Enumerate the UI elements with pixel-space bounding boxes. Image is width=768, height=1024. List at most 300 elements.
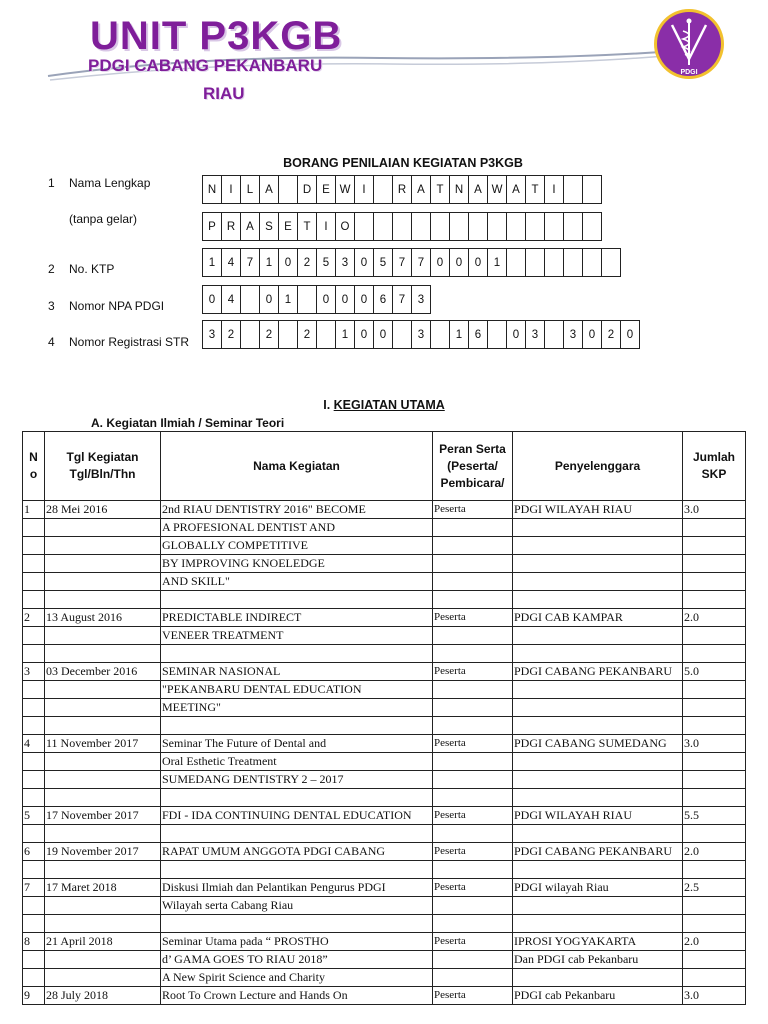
char-box [487, 320, 507, 349]
cell-date: 17 Maret 2018 [45, 879, 161, 897]
field-number: 1 [48, 176, 55, 190]
table-row [23, 897, 746, 915]
cell-no [23, 969, 45, 987]
cell-activity: RAPAT UMUM ANGGOTA PDGI CABANG [161, 843, 433, 861]
char-box [240, 285, 260, 314]
cell-role [433, 915, 513, 933]
name-line1-boxes [202, 175, 601, 204]
cell-date [45, 951, 161, 969]
char-box: A [240, 212, 260, 241]
cell-no [23, 915, 45, 933]
cell-role: Peserta [433, 807, 513, 825]
table-row [23, 627, 746, 645]
cell-date [45, 789, 161, 807]
cell-no [23, 861, 45, 879]
cell-activity: BY IMPROVING KNOELEDGE [161, 555, 433, 573]
table-row [23, 951, 746, 969]
table-row [23, 645, 746, 663]
cell-no [23, 897, 45, 915]
cell-skp: 3.0 [683, 987, 746, 1005]
cell-skp [683, 699, 746, 717]
cell-skp [683, 951, 746, 969]
char-box: 1 [449, 320, 469, 349]
cell-organizer [513, 969, 683, 987]
cell-activity: FDI - IDA CONTINUING DENTAL EDUCATION [161, 807, 433, 825]
cell-activity: SUMEDANG DENTISTRY 2 – 2017 [161, 771, 433, 789]
npa-boxes [202, 285, 430, 314]
char-box [582, 212, 602, 241]
cell-no: 8 [23, 933, 45, 951]
cell-date [45, 969, 161, 987]
section-number: I. [323, 398, 331, 412]
cell-activity: A New Spirit Science and Charity [161, 969, 433, 987]
cell-role [433, 717, 513, 735]
cell-role: Peserta [433, 663, 513, 681]
cell-role: Peserta [433, 987, 513, 1005]
header-organizer: Penyelenggara [513, 432, 683, 501]
cell-activity: "PEKANBARU DENTAL EDUCATION [161, 681, 433, 699]
field-label-no-title: (tanpa gelar) [69, 212, 138, 226]
cell-skp [683, 825, 746, 843]
cell-skp [683, 573, 746, 591]
cell-no: 1 [23, 501, 45, 519]
char-box: 7 [392, 248, 412, 277]
char-box: P [202, 212, 222, 241]
cell-no [23, 753, 45, 771]
cell-role [433, 897, 513, 915]
table-row [23, 573, 746, 591]
cell-organizer: PDGI wilayah Riau [513, 879, 683, 897]
char-box [582, 248, 602, 277]
cell-no [23, 591, 45, 609]
cell-role: Peserta [433, 609, 513, 627]
char-box: A [259, 175, 279, 204]
char-box: 4 [221, 285, 241, 314]
cell-skp [683, 681, 746, 699]
cell-organizer [513, 555, 683, 573]
cell-skp [683, 789, 746, 807]
char-box: I [544, 175, 564, 204]
cell-date: 03 December 2016 [45, 663, 161, 681]
table-row [23, 501, 746, 519]
table-row [23, 591, 746, 609]
char-box: 3 [202, 320, 222, 349]
cell-role: Peserta [433, 879, 513, 897]
cell-no [23, 573, 45, 591]
cell-role [433, 681, 513, 699]
cell-organizer [513, 753, 683, 771]
cell-organizer [513, 699, 683, 717]
char-box [601, 248, 621, 277]
table-row [23, 789, 746, 807]
char-box: R [392, 175, 412, 204]
table-row [23, 969, 746, 987]
cell-date [45, 627, 161, 645]
char-box [563, 248, 583, 277]
cell-activity [161, 915, 433, 933]
char-box: 1 [259, 248, 279, 277]
char-box: 3 [563, 320, 583, 349]
char-box [278, 175, 298, 204]
char-box [544, 212, 564, 241]
form-title: BORANG PENILAIAN KEGIATAN P3KGB [283, 156, 523, 170]
section-heading [0, 398, 768, 412]
cell-activity: Oral Esthetic Treatment [161, 753, 433, 771]
cell-role [433, 825, 513, 843]
cell-organizer: PDGI CABANG PEKANBARU [513, 663, 683, 681]
cell-role [433, 753, 513, 771]
cell-organizer [513, 537, 683, 555]
cell-activity: PREDICTABLE INDIRECT [161, 609, 433, 627]
pdgi-emblem-icon [652, 7, 726, 81]
char-box: O [335, 212, 355, 241]
letterhead [0, 0, 768, 120]
cell-role [433, 645, 513, 663]
char-box: 6 [373, 285, 393, 314]
cell-no [23, 537, 45, 555]
header-date: Tgl Kegiatan Tgl/Bln/Thn [45, 432, 161, 501]
region-subtitle: RIAU [203, 84, 245, 103]
char-box [563, 212, 583, 241]
cell-activity [161, 825, 433, 843]
cell-role: Peserta [433, 843, 513, 861]
char-box: E [316, 175, 336, 204]
char-box [297, 285, 317, 314]
char-box: N [449, 175, 469, 204]
cell-role [433, 861, 513, 879]
cell-role [433, 537, 513, 555]
cell-organizer [513, 519, 683, 537]
cell-skp [683, 555, 746, 573]
char-box: 3 [335, 248, 355, 277]
char-box [354, 212, 374, 241]
char-box: 7 [240, 248, 260, 277]
cell-activity: Wilayah serta Cabang Riau [161, 897, 433, 915]
section-title: KEGIATAN UTAMA [333, 398, 445, 412]
field-label-name: Nama Lengkap [69, 176, 151, 190]
cell-no: 7 [23, 879, 45, 897]
char-box: 2 [297, 248, 317, 277]
cell-date [45, 645, 161, 663]
cell-date [45, 573, 161, 591]
cell-no [23, 771, 45, 789]
cell-skp [683, 771, 746, 789]
cell-role [433, 771, 513, 789]
cell-skp [683, 969, 746, 987]
char-box [392, 320, 412, 349]
char-box: 1 [202, 248, 222, 277]
table-row [23, 753, 746, 771]
cell-activity [161, 645, 433, 663]
cell-date: 13 August 2016 [45, 609, 161, 627]
cell-skp: 2.0 [683, 609, 746, 627]
activities-table [22, 431, 746, 1005]
char-box: S [259, 212, 279, 241]
char-box [544, 320, 564, 349]
cell-no: 5 [23, 807, 45, 825]
cell-skp [683, 897, 746, 915]
emblem-text: PDGI [680, 69, 698, 76]
char-box: 5 [316, 248, 336, 277]
cell-activity: Root To Crown Lecture and Hands On [161, 987, 433, 1005]
cell-date [45, 591, 161, 609]
subsection-heading: A. Kegiatan Ilmiah / Seminar Teori [91, 416, 285, 430]
cell-organizer: PDGI CAB KAMPAR [513, 609, 683, 627]
char-box [468, 212, 488, 241]
cell-date: 28 July 2018 [45, 987, 161, 1005]
table-row [23, 915, 746, 933]
cell-no [23, 825, 45, 843]
cell-date [45, 825, 161, 843]
char-box: 0 [259, 285, 279, 314]
cell-date: 11 November 2017 [45, 735, 161, 753]
char-box: 7 [411, 248, 431, 277]
cell-activity [161, 717, 433, 735]
cell-activity: MEETING" [161, 699, 433, 717]
cell-organizer [513, 591, 683, 609]
cell-organizer [513, 825, 683, 843]
cell-skp [683, 753, 746, 771]
cell-role [433, 627, 513, 645]
char-box [278, 320, 298, 349]
cell-skp: 5.5 [683, 807, 746, 825]
cell-organizer [513, 627, 683, 645]
cell-organizer [513, 681, 683, 699]
cell-date [45, 861, 161, 879]
char-box: 0 [620, 320, 640, 349]
cell-skp: 5.0 [683, 663, 746, 681]
cell-organizer [513, 897, 683, 915]
char-box: W [487, 175, 507, 204]
table-row [23, 771, 746, 789]
char-box: 0 [430, 248, 450, 277]
cell-activity: AND SKILL" [161, 573, 433, 591]
table-row [23, 879, 746, 897]
char-box: 2 [601, 320, 621, 349]
char-box [411, 212, 431, 241]
cell-skp [683, 645, 746, 663]
cell-skp [683, 537, 746, 555]
cell-activity [161, 861, 433, 879]
cell-date: 28 Mei 2016 [45, 501, 161, 519]
char-box: 5 [373, 248, 393, 277]
cell-no [23, 555, 45, 573]
cell-no [23, 717, 45, 735]
char-box [373, 212, 393, 241]
header-activity-name: Nama Kegiatan [161, 432, 433, 501]
cell-skp [683, 591, 746, 609]
char-box: E [278, 212, 298, 241]
char-box: 2 [259, 320, 279, 349]
field-label-str: Nomor Registrasi STR [69, 335, 190, 349]
cell-date [45, 519, 161, 537]
cell-date: 17 November 2017 [45, 807, 161, 825]
table-row [23, 987, 746, 1005]
char-box [430, 320, 450, 349]
table-row [23, 609, 746, 627]
branch-subtitle: PDGI CABANG PEKANBARU [88, 56, 323, 75]
cell-activity: SEMINAR NASIONAL [161, 663, 433, 681]
char-box [506, 212, 526, 241]
char-box: 0 [354, 320, 374, 349]
cell-skp: 2.5 [683, 879, 746, 897]
cell-role [433, 591, 513, 609]
cell-skp [683, 717, 746, 735]
cell-skp: 2.0 [683, 843, 746, 861]
cell-date [45, 555, 161, 573]
char-box: 6 [468, 320, 488, 349]
cell-role: Peserta [433, 735, 513, 753]
name-line2-boxes [202, 212, 601, 241]
char-box: 0 [468, 248, 488, 277]
char-box: 0 [506, 320, 526, 349]
cell-role [433, 699, 513, 717]
cell-activity: Seminar The Future of Dental and [161, 735, 433, 753]
char-box: 1 [335, 320, 355, 349]
field-label-npa: Nomor NPA PDGI [69, 299, 165, 313]
cell-no: 9 [23, 987, 45, 1005]
cell-skp: 3.0 [683, 501, 746, 519]
header-no: N o [23, 432, 45, 501]
cell-no: 3 [23, 663, 45, 681]
char-box: 0 [316, 285, 336, 314]
char-box: I [316, 212, 336, 241]
char-box: 0 [354, 285, 374, 314]
cell-organizer: PDGI CABANG PEKANBARU [513, 843, 683, 861]
table-row [23, 519, 746, 537]
unit-title: UNIT P3KGB [90, 14, 343, 58]
table-row [23, 537, 746, 555]
char-box [240, 320, 260, 349]
cell-role [433, 951, 513, 969]
header-role: Peran Serta (Peserta/ Pembicara/ [433, 432, 513, 501]
char-box: A [411, 175, 431, 204]
char-box: 1 [487, 248, 507, 277]
cell-activity [161, 591, 433, 609]
cell-activity: Diskusi Ilmiah dan Pelantikan Pengurus PDGI [161, 879, 433, 897]
cell-organizer: PDGI cab Pekanbaru [513, 987, 683, 1005]
cell-organizer [513, 915, 683, 933]
field-label-ktp: No. KTP [69, 262, 115, 276]
char-box: 7 [392, 285, 412, 314]
cell-organizer: PDGI WILAYAH RIAU [513, 501, 683, 519]
cell-organizer [513, 573, 683, 591]
char-box: L [240, 175, 260, 204]
cell-date [45, 753, 161, 771]
char-box: D [297, 175, 317, 204]
char-box: T [297, 212, 317, 241]
char-box: 3 [411, 320, 431, 349]
char-box: 0 [582, 320, 602, 349]
cell-role [433, 573, 513, 591]
cell-role: Peserta [433, 501, 513, 519]
cell-skp [683, 915, 746, 933]
char-box [525, 212, 545, 241]
cell-skp [683, 519, 746, 537]
table-row [23, 861, 746, 879]
cell-date [45, 897, 161, 915]
cell-activity: A PROFESIONAL DENTIST AND [161, 519, 433, 537]
cell-activity [161, 789, 433, 807]
table-body [23, 501, 746, 1005]
char-box: 0 [278, 248, 298, 277]
table-row [23, 717, 746, 735]
cell-organizer: IPROSI YOGYAKARTA [513, 933, 683, 951]
table-row [23, 807, 746, 825]
char-box: 4 [221, 248, 241, 277]
table-row [23, 663, 746, 681]
cell-activity: GLOBALLY COMPETITIVE [161, 537, 433, 555]
char-box: T [430, 175, 450, 204]
table-row [23, 825, 746, 843]
cell-no [23, 789, 45, 807]
cell-no [23, 699, 45, 717]
char-box [563, 175, 583, 204]
cell-organizer: Dan PDGI cab Pekanbaru [513, 951, 683, 969]
cell-organizer [513, 861, 683, 879]
cell-date [45, 771, 161, 789]
cell-no [23, 645, 45, 663]
cell-date [45, 717, 161, 735]
cell-no: 2 [23, 609, 45, 627]
cell-skp [683, 861, 746, 879]
cell-no: 6 [23, 843, 45, 861]
char-box: 0 [202, 285, 222, 314]
cell-date [45, 915, 161, 933]
cell-organizer: PDGI WILAYAH RIAU [513, 807, 683, 825]
cell-date [45, 537, 161, 555]
cell-organizer [513, 771, 683, 789]
char-box: 0 [373, 320, 393, 349]
table-row [23, 735, 746, 753]
char-box: 2 [297, 320, 317, 349]
cell-activity: d’ GAMA GOES TO RIAU 2018” [161, 951, 433, 969]
cell-skp [683, 627, 746, 645]
cell-role [433, 555, 513, 573]
char-box [506, 248, 526, 277]
table-row [23, 681, 746, 699]
cell-organizer [513, 717, 683, 735]
char-box [582, 175, 602, 204]
char-box [544, 248, 564, 277]
cell-date [45, 699, 161, 717]
cell-no: 4 [23, 735, 45, 753]
table-row [23, 555, 746, 573]
cell-no [23, 951, 45, 969]
char-box [525, 248, 545, 277]
ktp-boxes [202, 248, 620, 277]
table-row [23, 843, 746, 861]
cell-role [433, 789, 513, 807]
table-row [23, 933, 746, 951]
char-box: 0 [449, 248, 469, 277]
char-box: A [506, 175, 526, 204]
cell-date: 19 November 2017 [45, 843, 161, 861]
cell-no [23, 681, 45, 699]
cell-organizer [513, 645, 683, 663]
char-box: 1 [278, 285, 298, 314]
char-box: T [525, 175, 545, 204]
header-skp: Jumlah SKP [683, 432, 746, 501]
char-box: N [202, 175, 222, 204]
table-row [23, 699, 746, 717]
field-number: 2 [48, 262, 55, 276]
cell-activity: VENEER TREATMENT [161, 627, 433, 645]
char-box: 0 [354, 248, 374, 277]
cell-activity: 2nd RIAU DENTISTRY 2016" BECOME [161, 501, 433, 519]
cell-skp: 2.0 [683, 933, 746, 951]
char-box [449, 212, 469, 241]
